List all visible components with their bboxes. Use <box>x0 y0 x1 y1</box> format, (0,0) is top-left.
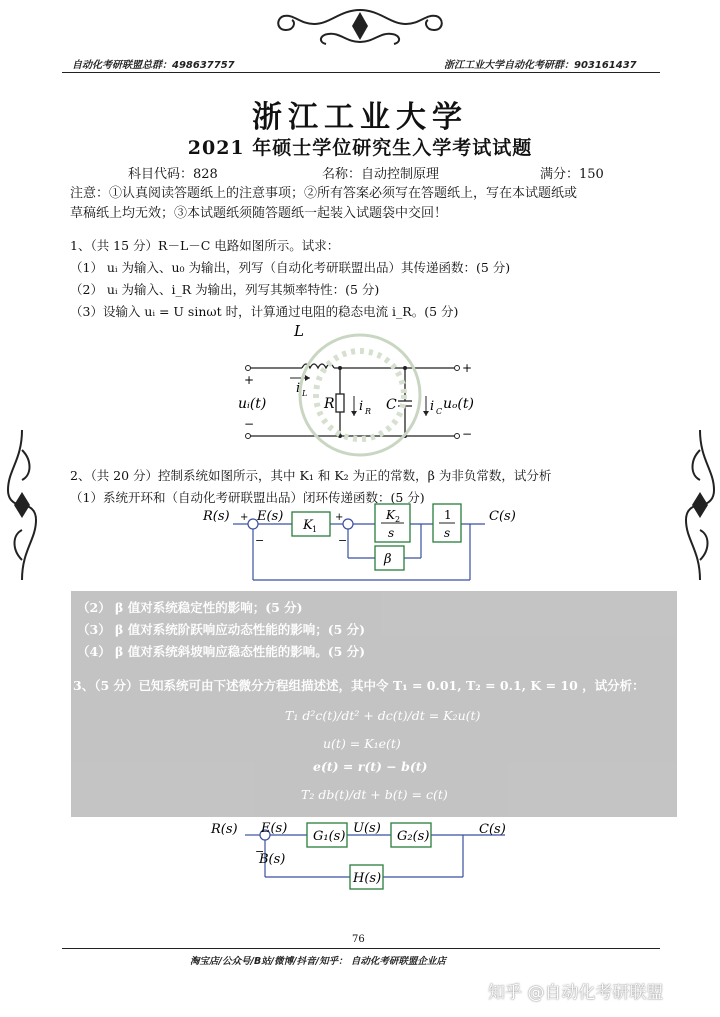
ui-plus: + <box>244 373 255 387</box>
notice-line-1: 注意：①认真阅读答题纸上的注意事项；②所有答案必须写在答题纸上，写在本试题纸或 <box>70 186 578 201</box>
full-score: 满分：150 <box>540 167 604 182</box>
q1-stem: 1、（共 15 分）R－L－C 电路如图所示。试求： <box>70 238 340 253</box>
seal-watermark-icon <box>295 330 425 460</box>
q2-part-1: （1）系统开环和（自动化考研联盟出品）闭环传递函数：(5 分) <box>70 490 425 505</box>
q3-G2: G₂(s) <box>397 829 430 844</box>
label-iC: i <box>430 399 435 414</box>
university-title: 浙江工业大学 <box>252 100 468 135</box>
q3-eq-3: e(t) = r(t) − b(t) <box>313 759 428 774</box>
label-uo: uₒ(t) <box>443 396 474 412</box>
q3-eq-4: T₂ db(t)/dt + b(t) = c(t) <box>301 787 448 802</box>
q3-U: U(s) <box>353 821 381 836</box>
q2-minus-2: − <box>338 534 348 547</box>
q3-E: E(s) <box>261 821 288 836</box>
label-ui: uᵢ(t) <box>238 396 267 412</box>
q3-R: R(s) <box>211 822 238 837</box>
label-L: L <box>294 322 304 340</box>
q1-part-2: （2） uᵢ 为输入、i_R 为输出，列写其频率特性：(5 分) <box>70 282 380 297</box>
page-number: 76 <box>352 934 365 945</box>
top-ornament-icon <box>270 4 450 48</box>
label-R: R <box>324 396 335 412</box>
q2-plus-2: + <box>335 512 344 523</box>
header-right-text: 浙江工业大学自动化考研群：903161437 <box>444 60 637 71</box>
q3-C: C(s) <box>479 822 506 837</box>
q3-B: B(s) <box>259 852 286 867</box>
subject-name: 名称：自动控制原理 <box>322 167 440 182</box>
uo-minus: − <box>462 427 473 441</box>
q1-part-1: （1） uᵢ 为输入、u₀ 为输出，列写（自动化考研联盟出品）其传递函数：(5 分) <box>70 260 511 275</box>
label-C: C <box>386 397 397 413</box>
shaded-region <box>71 591 677 817</box>
q2-K2: K <box>386 508 395 522</box>
q3-stem: 3、（5 分）已知系统可由下述微分方程组描述述，其中令 T₁ = 0.01, T₂ = 0.1, K = 10 ，试分析： <box>73 678 645 693</box>
exam-title: 2021 年硕士学位研究生入学考试试题 <box>187 137 533 159</box>
q2-s-1: s <box>388 526 395 540</box>
uo-plus: + <box>462 361 473 375</box>
label-iR: i <box>359 399 364 414</box>
q2-s-2: s <box>444 526 451 540</box>
q2-K1: K <box>303 518 313 533</box>
q3-minus: − <box>255 845 265 858</box>
q2-part-4: （4） β 值对系统斜坡响应稳态性能的影响。(5 分) <box>77 644 366 659</box>
label-iC-sub: C <box>436 407 443 416</box>
q2-E: E(s) <box>257 509 284 524</box>
subject-code: 科目代码：828 <box>128 167 218 182</box>
q2-minus-1: − <box>255 534 265 547</box>
q2-beta: β <box>384 552 392 567</box>
header-left-text: 自动化考研联盟总群：498637757 <box>72 60 235 71</box>
q2-part-2: （2） β 值对系统稳定性的影响；(5 分) <box>77 600 303 615</box>
q2-part-3: （3） β 值对系统阶跃响应动态性能的影响；(5 分) <box>77 622 366 637</box>
q3-eq-2: u(t) = K₁e(t) <box>323 736 401 751</box>
label-iL-sub: L <box>302 389 308 398</box>
right-ornament-icon <box>680 430 720 580</box>
header-rule <box>62 72 660 73</box>
q2-R: R(s) <box>203 509 230 524</box>
q2-block-diagram <box>195 500 535 590</box>
q2-one: 1 <box>444 508 452 522</box>
ui-minus: − <box>244 417 255 431</box>
label-iR-sub: R <box>365 407 372 416</box>
q2-K2-sub: 2 <box>395 515 401 524</box>
q3-eq-1: T₁ d²c(t)/dt² + dc(t)/dt = K₂u(t) <box>285 708 481 723</box>
label-iL: i <box>296 381 301 396</box>
zhihu-watermark: 知乎 @自动化考研联盟 <box>488 983 664 1003</box>
q2-C: C(s) <box>489 509 516 524</box>
q3-H: H(s) <box>353 871 382 886</box>
notice-line-2: 草稿纸上均无效；③本试题纸须随答题纸一起装入试题袋中交回！ <box>70 206 448 221</box>
footer-rule <box>62 948 660 949</box>
q2-plus-1: + <box>240 512 249 523</box>
q2-stem: 2、（共 20 分）控制系统如图所示，其中 K₁ 和 K₂ 为正的常数，β 为非负常数，试分析 <box>70 468 552 483</box>
left-ornament-icon <box>2 430 42 580</box>
footer-text: 淘宝店/公众号/B站/微博/抖音/知乎： 自动化考研联盟企业店 <box>190 956 446 967</box>
q2-K1-sub: 1 <box>312 525 318 534</box>
q1-part-3: （3）设输入 uᵢ = U sinωt 时，计算通过电阻的稳态电流 i_R。(5 分) <box>70 304 459 319</box>
q3-block-diagram <box>205 815 525 895</box>
q3-G1: G₁(s) <box>313 829 346 844</box>
